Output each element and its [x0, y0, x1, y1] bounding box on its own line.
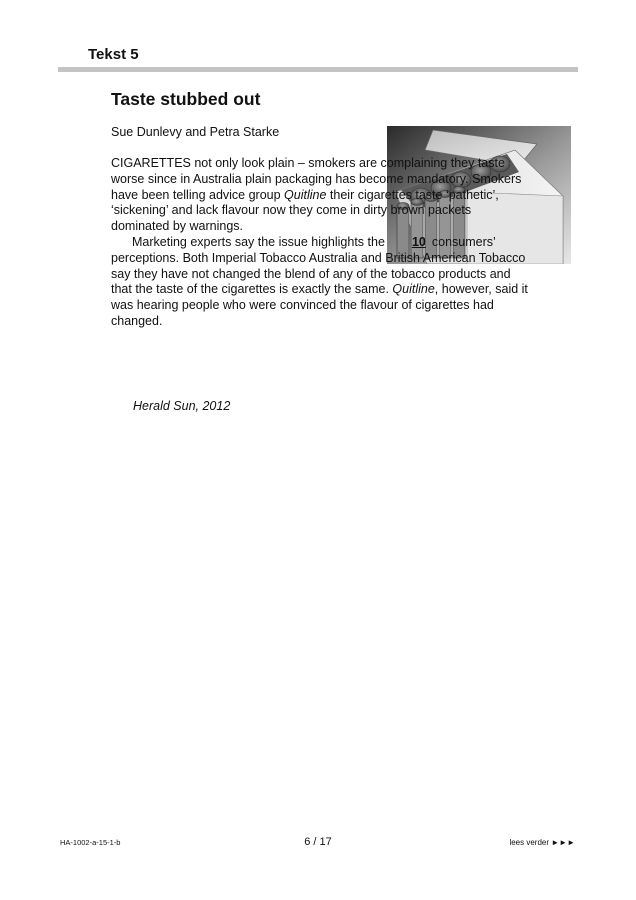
org-name-quitline: Quitline	[284, 187, 327, 202]
paragraph-2	[111, 235, 531, 330]
article-byline: Sue Dunlevy and Petra Starke	[111, 125, 280, 139]
paragraph-1	[111, 156, 531, 235]
paragraph-2-lead: Marketing experts say the issue highlights the	[132, 234, 389, 249]
exam-code: HA-1002-a-15-1-b	[60, 838, 121, 847]
gap-number: 10	[411, 234, 426, 249]
article-body	[111, 156, 531, 330]
article-title: Taste stubbed out	[111, 89, 261, 109]
page-number: 6 / 17	[304, 836, 332, 848]
paragraph-2-middle: consumers’ perceptions. Both Imperial Tobacco Australia and British American Tobacco say they have not changed the blend of any of the tobacco products and that the taste of the cigarettes is exactly the same.	[111, 234, 526, 297]
paragraph-2-tail: , however, said it was hearing people who were convinced the flavour of cigarettes had changed.	[111, 282, 528, 328]
continue-indicator: lees verder ►►►	[509, 838, 575, 847]
paragraph-1-tail: their cigarettes taste ‘pathetic’, ‘sickening’ and lack flavour now they come in dirty brown packets dominated by warnings.	[111, 187, 499, 234]
section-label: Tekst 5	[88, 46, 139, 63]
article-source: Herald Sun, 2012	[133, 399, 231, 413]
section-divider	[58, 67, 578, 72]
paragraph-1-lead: CIGARETTES not only look plain – smokers are complaining they taste worse since in Australia plain packaging has become mandatory. Smokers have been telling advice group	[111, 156, 522, 202]
org-name-quitline: Quitline	[392, 282, 435, 297]
